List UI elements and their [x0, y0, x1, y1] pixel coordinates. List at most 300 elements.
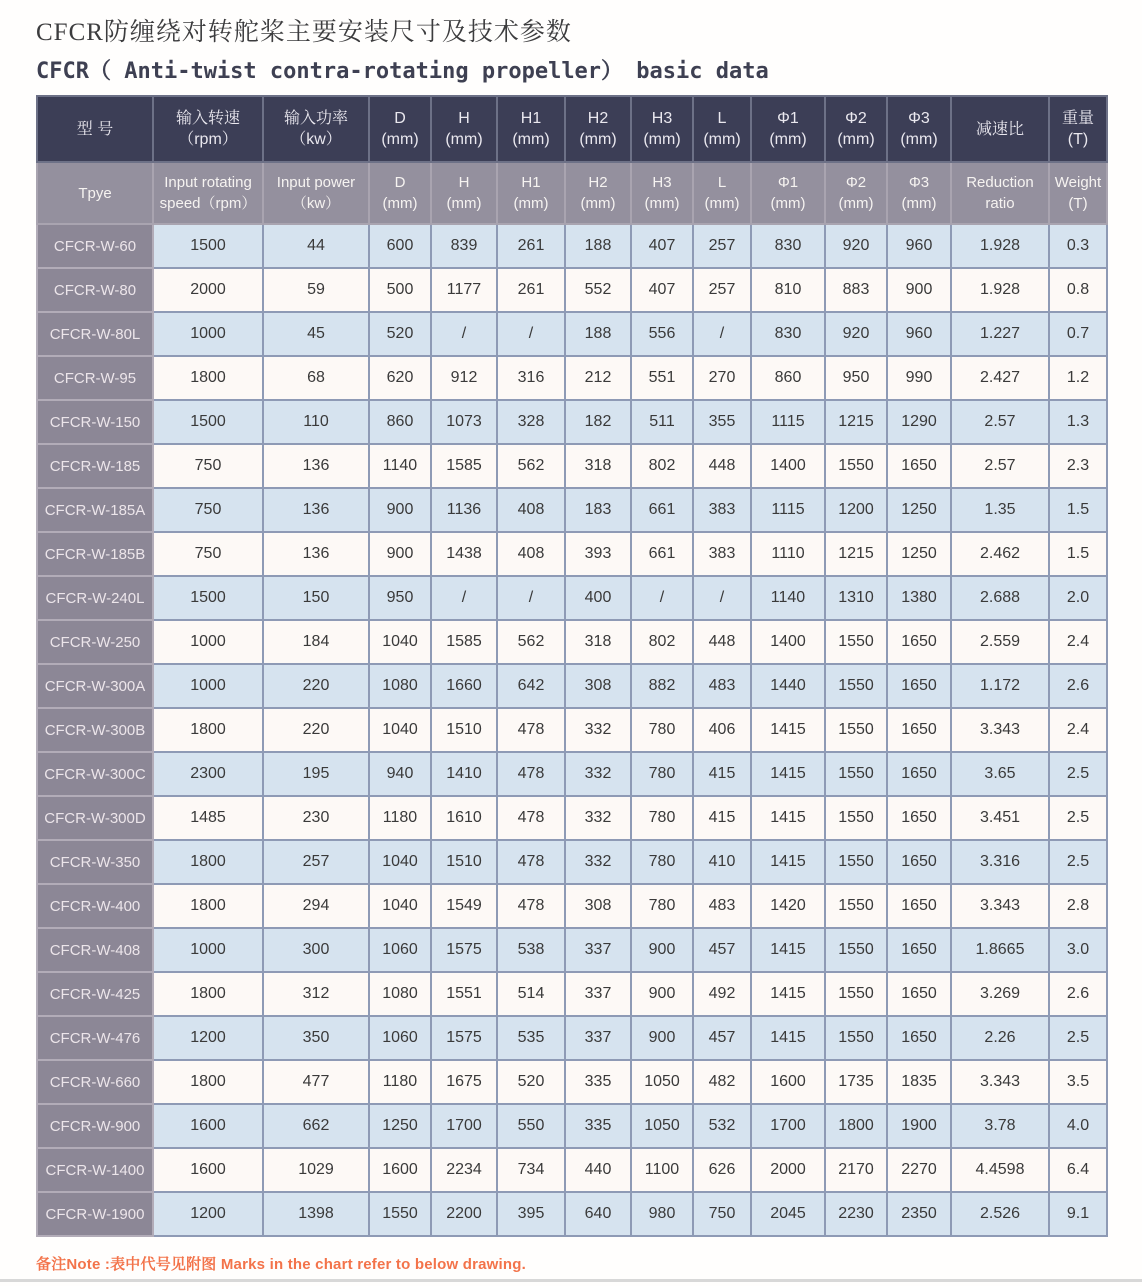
cell-h2: 332 — [565, 840, 631, 884]
col-header-en-h: H (mm) — [431, 162, 497, 224]
col-header-en-phi1: Φ1 (mm) — [751, 162, 825, 224]
cell-h1: 514 — [497, 972, 565, 1016]
cell-ratio: 2.688 — [951, 576, 1049, 620]
cell-phi3: 900 — [887, 268, 951, 312]
cell-h1: / — [497, 312, 565, 356]
cell-input-power: 1029 — [263, 1148, 369, 1192]
cell-h: 2234 — [431, 1148, 497, 1192]
cell-d: 1040 — [369, 708, 431, 752]
table-row — [37, 840, 1107, 884]
cell-input-power: 662 — [263, 1104, 369, 1148]
col-header-en-phi3: Φ3 (mm) — [887, 162, 951, 224]
cell-input-speed: 2300 — [153, 752, 263, 796]
cell-h3: 802 — [631, 620, 693, 664]
col-header-zh-h1: H1 (mm) — [497, 96, 565, 162]
cell-phi2: 1550 — [825, 840, 887, 884]
cell-h3: 780 — [631, 884, 693, 928]
cell-h: / — [431, 312, 497, 356]
cell-phi3: 1835 — [887, 1060, 951, 1104]
cell-phi1: 1400 — [751, 444, 825, 488]
cell-weight: 6.4 — [1049, 1148, 1107, 1192]
cell-phi3: 1650 — [887, 928, 951, 972]
spec-table — [36, 95, 1108, 1237]
cell-input-speed: 1800 — [153, 840, 263, 884]
table-row — [37, 1104, 1107, 1148]
cell-h2: 552 — [565, 268, 631, 312]
col-header-zh-l: L (mm) — [693, 96, 751, 162]
cell-h2: 182 — [565, 400, 631, 444]
cell-h2: 318 — [565, 620, 631, 664]
cell-phi1: 2000 — [751, 1148, 825, 1192]
cell-input-speed: 1600 — [153, 1148, 263, 1192]
table-row — [37, 1016, 1107, 1060]
cell-model: CFCR-W-476 — [37, 1016, 153, 1060]
cell-weight: 2.5 — [1049, 752, 1107, 796]
cell-h3: 882 — [631, 664, 693, 708]
table-row — [37, 620, 1107, 664]
cell-h2: 393 — [565, 532, 631, 576]
cell-h3: 780 — [631, 752, 693, 796]
cell-h3: 661 — [631, 488, 693, 532]
cell-d: 1600 — [369, 1148, 431, 1192]
cell-phi2: 1550 — [825, 664, 887, 708]
cell-phi1: 1415 — [751, 840, 825, 884]
bottom-divider — [0, 1279, 1142, 1282]
cell-input-power: 136 — [263, 488, 369, 532]
cell-phi3: 1650 — [887, 1016, 951, 1060]
cell-h: 1510 — [431, 708, 497, 752]
cell-phi3: 1650 — [887, 884, 951, 928]
cell-h3: 900 — [631, 928, 693, 972]
col-header-zh-model: 型 号 — [37, 96, 153, 162]
cell-d: 950 — [369, 576, 431, 620]
cell-phi2: 1550 — [825, 972, 887, 1016]
cell-model: CFCR-W-80 — [37, 268, 153, 312]
cell-weight: 3.0 — [1049, 928, 1107, 972]
cell-input-power: 230 — [263, 796, 369, 840]
cell-ratio: 1.227 — [951, 312, 1049, 356]
cell-phi2: 1215 — [825, 400, 887, 444]
cell-phi3: 1650 — [887, 752, 951, 796]
cell-h1: 316 — [497, 356, 565, 400]
cell-input-power: 68 — [263, 356, 369, 400]
cell-weight: 2.3 — [1049, 444, 1107, 488]
cell-phi1: 1115 — [751, 488, 825, 532]
cell-input-speed: 2000 — [153, 268, 263, 312]
cell-h2: 183 — [565, 488, 631, 532]
cell-h: 1549 — [431, 884, 497, 928]
cell-h: / — [431, 576, 497, 620]
cell-phi2: 1550 — [825, 444, 887, 488]
cell-model: CFCR-W-250 — [37, 620, 153, 664]
cell-d: 1180 — [369, 796, 431, 840]
cell-h: 839 — [431, 224, 497, 268]
col-header-en-d: D (mm) — [369, 162, 431, 224]
cell-phi3: 1650 — [887, 796, 951, 840]
cell-l: 448 — [693, 620, 751, 664]
col-header-en-ratio: Reduction ratio — [951, 162, 1049, 224]
col-header-zh-input-power: 输入功率 （kw） — [263, 96, 369, 162]
cell-h1: 395 — [497, 1192, 565, 1236]
cell-l: 492 — [693, 972, 751, 1016]
cell-phi3: 2270 — [887, 1148, 951, 1192]
col-header-zh-input-speed: 输入转速 （rpm） — [153, 96, 263, 162]
cell-phi2: 1550 — [825, 884, 887, 928]
cell-model: CFCR-W-408 — [37, 928, 153, 972]
cell-weight: 2.6 — [1049, 972, 1107, 1016]
cell-input-power: 1398 — [263, 1192, 369, 1236]
cell-model: CFCR-W-660 — [37, 1060, 153, 1104]
cell-input-speed: 1800 — [153, 972, 263, 1016]
cell-ratio: 2.26 — [951, 1016, 1049, 1060]
col-header-zh-weight: 重量 (T) — [1049, 96, 1107, 162]
cell-h3: 780 — [631, 708, 693, 752]
cell-input-power: 257 — [263, 840, 369, 884]
cell-h2: 337 — [565, 972, 631, 1016]
cell-h1: 550 — [497, 1104, 565, 1148]
cell-phi2: 1310 — [825, 576, 887, 620]
cell-h2: 188 — [565, 312, 631, 356]
cell-phi1: 1415 — [751, 752, 825, 796]
cell-phi1: 810 — [751, 268, 825, 312]
cell-phi1: 1415 — [751, 928, 825, 972]
cell-h: 1177 — [431, 268, 497, 312]
cell-h3: 900 — [631, 972, 693, 1016]
spec-table-body — [37, 224, 1107, 1236]
cell-phi3: 960 — [887, 312, 951, 356]
cell-weight: 2.6 — [1049, 664, 1107, 708]
cell-h2: 400 — [565, 576, 631, 620]
table-row — [37, 1192, 1107, 1236]
cell-input-speed: 1485 — [153, 796, 263, 840]
col-header-en-h3: H3 (mm) — [631, 162, 693, 224]
cell-input-power: 220 — [263, 708, 369, 752]
cell-input-speed: 1000 — [153, 664, 263, 708]
cell-ratio: 2.462 — [951, 532, 1049, 576]
cell-phi2: 1550 — [825, 796, 887, 840]
cell-ratio: 1.8665 — [951, 928, 1049, 972]
cell-phi1: 1400 — [751, 620, 825, 664]
cell-h: 1585 — [431, 444, 497, 488]
cell-model: CFCR-W-150 — [37, 400, 153, 444]
cell-phi2: 1550 — [825, 708, 887, 752]
table-row — [37, 444, 1107, 488]
cell-input-power: 59 — [263, 268, 369, 312]
cell-model: CFCR-W-900 — [37, 1104, 153, 1148]
cell-d: 860 — [369, 400, 431, 444]
col-header-zh-h: H (mm) — [431, 96, 497, 162]
cell-phi3: 1650 — [887, 840, 951, 884]
cell-h3: 551 — [631, 356, 693, 400]
cell-h: 1073 — [431, 400, 497, 444]
cell-input-power: 195 — [263, 752, 369, 796]
cell-phi3: 960 — [887, 224, 951, 268]
cell-weight: 1.5 — [1049, 532, 1107, 576]
cell-h2: 337 — [565, 1016, 631, 1060]
col-header-en-input-power: Input power （kw） — [263, 162, 369, 224]
cell-h3: 1050 — [631, 1060, 693, 1104]
cell-h: 1575 — [431, 1016, 497, 1060]
cell-h2: 308 — [565, 884, 631, 928]
cell-ratio: 2.427 — [951, 356, 1049, 400]
cell-weight: 1.5 — [1049, 488, 1107, 532]
cell-h2: 212 — [565, 356, 631, 400]
cell-h: 2200 — [431, 1192, 497, 1236]
cell-l: 483 — [693, 884, 751, 928]
cell-d: 1180 — [369, 1060, 431, 1104]
table-row — [37, 972, 1107, 1016]
cell-input-speed: 1800 — [153, 1060, 263, 1104]
cell-h1: 562 — [497, 444, 565, 488]
cell-ratio: 2.559 — [951, 620, 1049, 664]
cell-h2: 440 — [565, 1148, 631, 1192]
cell-h1: / — [497, 576, 565, 620]
cell-phi2: 1550 — [825, 620, 887, 664]
cell-l: 406 — [693, 708, 751, 752]
cell-h: 1675 — [431, 1060, 497, 1104]
table-row — [37, 224, 1107, 268]
cell-model: CFCR-W-185A — [37, 488, 153, 532]
cell-l: 457 — [693, 1016, 751, 1060]
col-header-en-input-speed: Input rotating speed（rpm） — [153, 162, 263, 224]
cell-h2: 318 — [565, 444, 631, 488]
col-header-en-phi2: Φ2 (mm) — [825, 162, 887, 224]
cell-h: 1700 — [431, 1104, 497, 1148]
cell-h: 1410 — [431, 752, 497, 796]
cell-phi3: 1650 — [887, 444, 951, 488]
cell-model: CFCR-W-1400 — [37, 1148, 153, 1192]
cell-phi3: 1650 — [887, 972, 951, 1016]
cell-ratio: 3.343 — [951, 708, 1049, 752]
cell-l: 626 — [693, 1148, 751, 1192]
cell-h1: 328 — [497, 400, 565, 444]
cell-h: 1585 — [431, 620, 497, 664]
cell-input-speed: 1500 — [153, 576, 263, 620]
cell-h3: 802 — [631, 444, 693, 488]
cell-ratio: 3.343 — [951, 884, 1049, 928]
cell-input-speed: 750 — [153, 488, 263, 532]
cell-ratio: 3.451 — [951, 796, 1049, 840]
cell-ratio: 2.57 — [951, 400, 1049, 444]
cell-weight: 3.5 — [1049, 1060, 1107, 1104]
cell-phi2: 1215 — [825, 532, 887, 576]
cell-h: 1610 — [431, 796, 497, 840]
cell-h: 1438 — [431, 532, 497, 576]
cell-ratio: 3.343 — [951, 1060, 1049, 1104]
cell-h3: 900 — [631, 1016, 693, 1060]
table-row — [37, 796, 1107, 840]
cell-h3: 1050 — [631, 1104, 693, 1148]
cell-h: 1575 — [431, 928, 497, 972]
cell-l: 257 — [693, 224, 751, 268]
cell-d: 1080 — [369, 972, 431, 1016]
cell-model: CFCR-W-300B — [37, 708, 153, 752]
cell-d: 1060 — [369, 928, 431, 972]
cell-weight: 0.3 — [1049, 224, 1107, 268]
cell-input-power: 294 — [263, 884, 369, 928]
cell-h1: 538 — [497, 928, 565, 972]
cell-h3: 661 — [631, 532, 693, 576]
cell-input-speed: 1000 — [153, 620, 263, 664]
cell-model: CFCR-W-300C — [37, 752, 153, 796]
col-header-en-model: Tpye — [37, 162, 153, 224]
col-header-zh-phi1: Φ1 (mm) — [751, 96, 825, 162]
cell-l: 410 — [693, 840, 751, 884]
cell-ratio: 3.316 — [951, 840, 1049, 884]
cell-h1: 408 — [497, 532, 565, 576]
cell-model: CFCR-W-95 — [37, 356, 153, 400]
cell-ratio: 1.172 — [951, 664, 1049, 708]
table-row — [37, 708, 1107, 752]
cell-model: CFCR-W-240L — [37, 576, 153, 620]
cell-input-speed: 1500 — [153, 224, 263, 268]
cell-model: CFCR-W-1900 — [37, 1192, 153, 1236]
cell-h: 1551 — [431, 972, 497, 1016]
cell-input-power: 110 — [263, 400, 369, 444]
cell-input-power: 45 — [263, 312, 369, 356]
cell-input-power: 312 — [263, 972, 369, 1016]
cell-phi1: 1440 — [751, 664, 825, 708]
cell-input-speed: 750 — [153, 444, 263, 488]
page-title-chinese: CFCR防缠绕对转舵桨主要安装尺寸及技术参数 — [36, 19, 572, 46]
cell-phi1: 1415 — [751, 972, 825, 1016]
table-row — [37, 664, 1107, 708]
cell-h3: 407 — [631, 224, 693, 268]
table-row — [37, 576, 1107, 620]
cell-phi3: 1900 — [887, 1104, 951, 1148]
cell-l: 457 — [693, 928, 751, 972]
cell-ratio: 2.57 — [951, 444, 1049, 488]
cell-h1: 478 — [497, 708, 565, 752]
cell-phi1: 1415 — [751, 1016, 825, 1060]
cell-model: CFCR-W-300D — [37, 796, 153, 840]
cell-phi1: 1700 — [751, 1104, 825, 1148]
cell-h3: / — [631, 576, 693, 620]
cell-h1: 520 — [497, 1060, 565, 1104]
cell-phi2: 2230 — [825, 1192, 887, 1236]
col-header-zh-phi3: Φ3 (mm) — [887, 96, 951, 162]
header-row-chinese — [37, 96, 1107, 162]
cell-weight: 1.2 — [1049, 356, 1107, 400]
cell-input-speed: 1000 — [153, 928, 263, 972]
cell-l: 383 — [693, 532, 751, 576]
cell-d: 1550 — [369, 1192, 431, 1236]
cell-input-power: 136 — [263, 532, 369, 576]
cell-phi1: 830 — [751, 312, 825, 356]
cell-h2: 335 — [565, 1060, 631, 1104]
cell-phi1: 1415 — [751, 708, 825, 752]
table-row — [37, 532, 1107, 576]
cell-h3: 1100 — [631, 1148, 693, 1192]
cell-input-power: 136 — [263, 444, 369, 488]
cell-d: 1080 — [369, 664, 431, 708]
table-row — [37, 928, 1107, 972]
cell-h3: 980 — [631, 1192, 693, 1236]
cell-h1: 478 — [497, 796, 565, 840]
cell-weight: 0.7 — [1049, 312, 1107, 356]
table-row — [37, 268, 1107, 312]
cell-input-speed: 1800 — [153, 884, 263, 928]
cell-d: 940 — [369, 752, 431, 796]
cell-d: 520 — [369, 312, 431, 356]
cell-phi1: 860 — [751, 356, 825, 400]
cell-phi2: 2170 — [825, 1148, 887, 1192]
table-row — [37, 1060, 1107, 1104]
cell-input-power: 477 — [263, 1060, 369, 1104]
cell-h: 1660 — [431, 664, 497, 708]
cell-input-power: 350 — [263, 1016, 369, 1060]
cell-input-power: 44 — [263, 224, 369, 268]
cell-h2: 640 — [565, 1192, 631, 1236]
cell-input-power: 150 — [263, 576, 369, 620]
cell-h1: 261 — [497, 268, 565, 312]
cell-d: 620 — [369, 356, 431, 400]
cell-h2: 332 — [565, 752, 631, 796]
cell-phi2: 1550 — [825, 1016, 887, 1060]
cell-h1: 642 — [497, 664, 565, 708]
cell-phi1: 1115 — [751, 400, 825, 444]
cell-input-speed: 1200 — [153, 1016, 263, 1060]
cell-model: CFCR-W-80L — [37, 312, 153, 356]
cell-input-speed: 1500 — [153, 400, 263, 444]
cell-model: CFCR-W-425 — [37, 972, 153, 1016]
cell-ratio: 3.78 — [951, 1104, 1049, 1148]
cell-ratio: 1.928 — [951, 224, 1049, 268]
cell-h: 1510 — [431, 840, 497, 884]
cell-input-speed: 1800 — [153, 356, 263, 400]
col-header-zh-phi2: Φ2 (mm) — [825, 96, 887, 162]
col-header-en-weight: Weight (T) — [1049, 162, 1107, 224]
cell-input-speed: 750 — [153, 532, 263, 576]
cell-h3: 556 — [631, 312, 693, 356]
cell-phi2: 950 — [825, 356, 887, 400]
table-row — [37, 488, 1107, 532]
cell-phi2: 1735 — [825, 1060, 887, 1104]
cell-l: 448 — [693, 444, 751, 488]
cell-weight: 0.8 — [1049, 268, 1107, 312]
cell-d: 900 — [369, 532, 431, 576]
cell-d: 600 — [369, 224, 431, 268]
cell-weight: 2.5 — [1049, 1016, 1107, 1060]
cell-phi2: 1800 — [825, 1104, 887, 1148]
cell-phi3: 1650 — [887, 620, 951, 664]
cell-h1: 261 — [497, 224, 565, 268]
cell-phi2: 1550 — [825, 752, 887, 796]
cell-phi2: 1200 — [825, 488, 887, 532]
cell-h1: 478 — [497, 884, 565, 928]
cell-phi2: 883 — [825, 268, 887, 312]
cell-h2: 337 — [565, 928, 631, 972]
cell-phi3: 1650 — [887, 708, 951, 752]
cell-model: CFCR-W-185 — [37, 444, 153, 488]
cell-l: 482 — [693, 1060, 751, 1104]
cell-input-speed: 1600 — [153, 1104, 263, 1148]
cell-model: CFCR-W-185B — [37, 532, 153, 576]
cell-model: CFCR-W-350 — [37, 840, 153, 884]
cell-weight: 2.0 — [1049, 576, 1107, 620]
cell-h1: 478 — [497, 840, 565, 884]
cell-phi2: 920 — [825, 312, 887, 356]
cell-d: 1060 — [369, 1016, 431, 1060]
cell-weight: 2.5 — [1049, 840, 1107, 884]
cell-phi1: 1600 — [751, 1060, 825, 1104]
spec-table-head — [37, 96, 1107, 224]
header-row-english — [37, 162, 1107, 224]
cell-phi3: 1250 — [887, 532, 951, 576]
cell-h3: 780 — [631, 840, 693, 884]
cell-input-power: 220 — [263, 664, 369, 708]
cell-d: 500 — [369, 268, 431, 312]
